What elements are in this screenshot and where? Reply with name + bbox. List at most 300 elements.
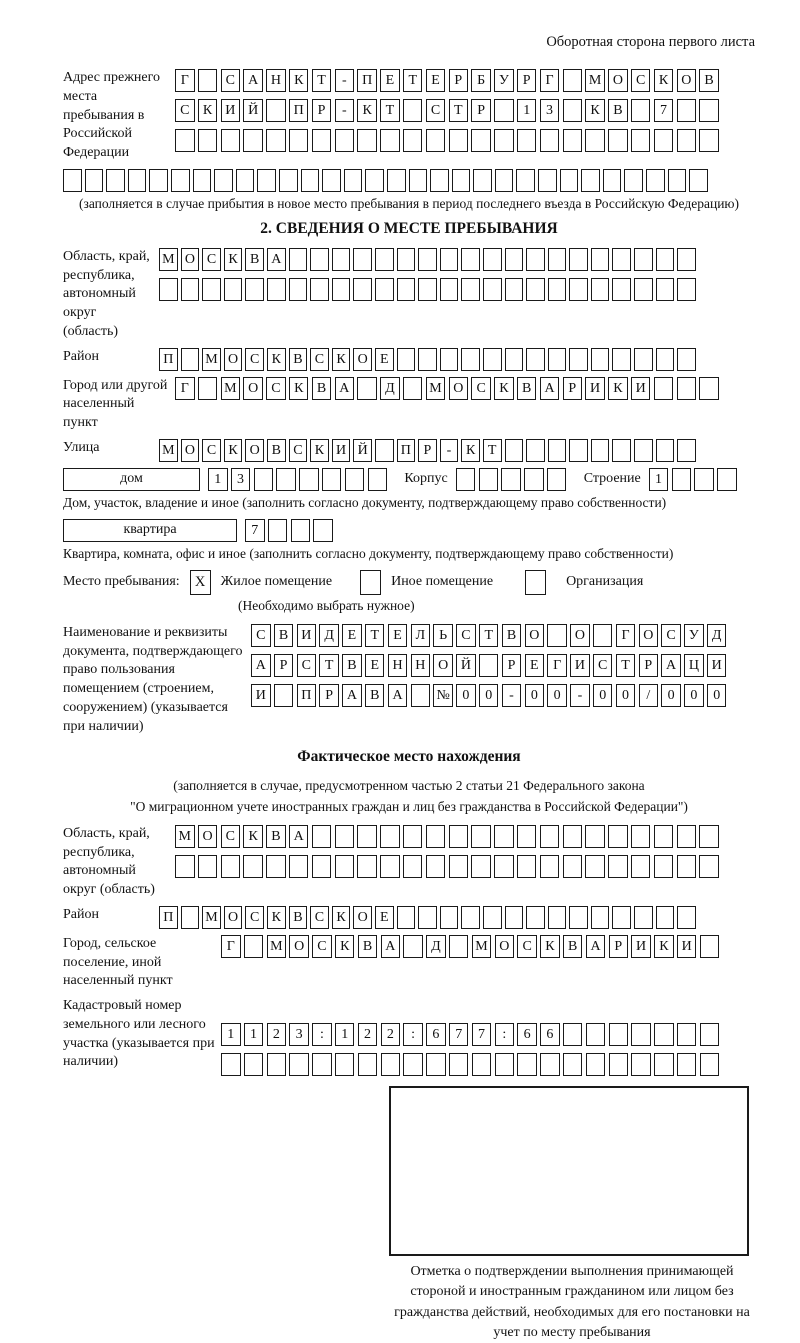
char-cell[interactable] (505, 248, 524, 271)
char-cell[interactable]: С (202, 439, 221, 462)
char-cell[interactable] (440, 248, 459, 271)
char-cell[interactable]: К (654, 69, 674, 92)
char-cell[interactable]: О (433, 654, 453, 677)
char-cell[interactable]: А (661, 654, 681, 677)
char-cell[interactable] (631, 129, 651, 152)
char-cell[interactable] (358, 1053, 378, 1076)
char-cell[interactable]: : (495, 1023, 515, 1046)
char-cell[interactable]: С (221, 825, 241, 848)
char-cell[interactable] (268, 519, 288, 542)
char-cell[interactable]: : (312, 1023, 332, 1046)
char-cell[interactable] (449, 855, 469, 878)
char-cell[interactable] (381, 1053, 401, 1076)
char-cell[interactable]: М (221, 377, 241, 400)
char-cell[interactable] (526, 248, 545, 271)
stay-type-checkbox-residential[interactable]: X (190, 570, 211, 595)
char-cell[interactable]: К (289, 69, 309, 92)
char-cell[interactable] (631, 1053, 651, 1076)
char-cell[interactable] (677, 1023, 697, 1046)
char-cell[interactable] (654, 855, 674, 878)
char-cell[interactable]: К (494, 377, 514, 400)
char-cell[interactable] (677, 248, 696, 271)
char-cell[interactable] (608, 855, 628, 878)
char-cell[interactable] (452, 169, 471, 192)
char-cell[interactable]: Н (388, 654, 408, 677)
char-cell[interactable] (365, 169, 384, 192)
char-cell[interactable]: Т (483, 439, 502, 462)
char-cell[interactable]: Н (411, 654, 431, 677)
char-cell[interactable] (526, 348, 545, 371)
char-cell[interactable] (585, 825, 605, 848)
char-cell[interactable]: И (707, 654, 727, 677)
char-cell[interactable]: Г (221, 935, 241, 958)
char-cell[interactable]: Р (563, 377, 583, 400)
char-cell[interactable] (517, 825, 537, 848)
char-cell[interactable]: Е (426, 69, 446, 92)
char-cell[interactable] (677, 825, 697, 848)
char-cell[interactable]: К (654, 935, 674, 958)
char-cell[interactable] (397, 248, 416, 271)
char-cell[interactable]: 1 (649, 468, 669, 491)
char-cell[interactable]: 2 (267, 1023, 287, 1046)
char-cell[interactable]: 0 (616, 684, 636, 707)
char-cell[interactable]: С (245, 906, 264, 929)
char-cell[interactable]: 2 (381, 1023, 401, 1046)
char-cell[interactable] (181, 348, 200, 371)
char-cell[interactable]: И (332, 439, 351, 462)
char-cell[interactable] (654, 129, 674, 152)
char-cell[interactable] (656, 906, 675, 929)
char-cell[interactable]: О (677, 69, 697, 92)
char-cell[interactable]: В (365, 684, 385, 707)
char-cell[interactable]: В (312, 377, 332, 400)
char-cell[interactable]: Б (471, 69, 491, 92)
char-cell[interactable]: Д (707, 624, 727, 647)
char-cell[interactable]: А (388, 684, 408, 707)
char-cell[interactable] (473, 169, 492, 192)
char-cell[interactable] (700, 1053, 720, 1076)
char-cell[interactable]: Р (418, 439, 437, 462)
char-cell[interactable]: Н (266, 69, 286, 92)
char-cell[interactable] (631, 99, 651, 122)
char-cell[interactable] (375, 278, 394, 301)
char-cell[interactable]: В (608, 99, 628, 122)
char-cell[interactable] (609, 1053, 629, 1076)
char-cell[interactable] (357, 855, 377, 878)
char-cell[interactable]: С (661, 624, 681, 647)
char-cell[interactable] (426, 825, 446, 848)
char-cell[interactable] (310, 248, 329, 271)
char-cell[interactable] (403, 855, 423, 878)
char-cell[interactable] (560, 169, 579, 192)
char-cell[interactable] (591, 906, 610, 929)
char-cell[interactable] (312, 129, 332, 152)
char-cell[interactable] (634, 248, 653, 271)
char-cell[interactable]: Й (456, 654, 476, 677)
char-cell[interactable]: С (310, 906, 329, 929)
char-cell[interactable]: В (358, 935, 378, 958)
char-cell[interactable]: О (198, 825, 218, 848)
char-cell[interactable] (677, 278, 696, 301)
char-cell[interactable] (547, 624, 567, 647)
char-cell[interactable]: Й (353, 439, 372, 462)
char-cell[interactable] (312, 855, 332, 878)
char-cell[interactable]: К (335, 935, 355, 958)
char-cell[interactable] (267, 1053, 287, 1076)
char-cell[interactable] (634, 278, 653, 301)
char-cell[interactable]: А (381, 935, 401, 958)
char-cell[interactable] (677, 906, 696, 929)
char-cell[interactable] (243, 855, 263, 878)
char-cell[interactable]: В (245, 248, 264, 271)
char-cell[interactable]: О (245, 439, 264, 462)
char-cell[interactable] (403, 935, 423, 958)
char-cell[interactable] (548, 906, 567, 929)
char-cell[interactable] (461, 348, 480, 371)
char-cell[interactable]: В (289, 348, 308, 371)
char-cell[interactable]: Т (380, 99, 400, 122)
char-cell[interactable] (654, 825, 674, 848)
char-cell[interactable]: 3 (231, 468, 251, 491)
char-cell[interactable] (175, 129, 195, 152)
char-cell[interactable]: Ь (433, 624, 453, 647)
char-cell[interactable] (612, 439, 631, 462)
char-cell[interactable] (403, 825, 423, 848)
char-cell[interactable]: К (461, 439, 480, 462)
char-cell[interactable] (483, 278, 502, 301)
char-cell[interactable]: 7 (654, 99, 674, 122)
char-cell[interactable] (505, 439, 524, 462)
char-cell[interactable]: Д (380, 377, 400, 400)
char-cell[interactable] (276, 468, 296, 491)
char-cell[interactable]: В (699, 69, 719, 92)
char-cell[interactable] (563, 825, 583, 848)
char-cell[interactable] (505, 348, 524, 371)
char-cell[interactable] (159, 278, 178, 301)
char-cell[interactable] (198, 377, 218, 400)
char-cell[interactable]: Т (479, 624, 499, 647)
char-cell[interactable]: В (517, 377, 537, 400)
char-cell[interactable] (631, 1023, 651, 1046)
char-cell[interactable]: И (570, 654, 590, 677)
char-cell[interactable]: : (403, 1023, 423, 1046)
char-cell[interactable] (524, 468, 544, 491)
char-cell[interactable]: Р (471, 99, 491, 122)
char-cell[interactable]: Е (388, 624, 408, 647)
char-cell[interactable] (403, 99, 423, 122)
char-cell[interactable]: М (159, 248, 178, 271)
char-cell[interactable]: С (266, 377, 286, 400)
char-cell[interactable] (494, 855, 514, 878)
char-cell[interactable] (418, 248, 437, 271)
char-cell[interactable]: 0 (684, 684, 704, 707)
char-cell[interactable]: К (585, 99, 605, 122)
char-cell[interactable]: К (540, 935, 560, 958)
char-cell[interactable] (472, 1053, 492, 1076)
char-cell[interactable]: К (224, 439, 243, 462)
char-cell[interactable] (353, 248, 372, 271)
char-cell[interactable] (483, 248, 502, 271)
char-cell[interactable] (654, 1053, 674, 1076)
char-cell[interactable] (418, 348, 437, 371)
char-cell[interactable]: М (175, 825, 195, 848)
char-cell[interactable]: С (251, 624, 271, 647)
char-cell[interactable] (668, 169, 687, 192)
char-cell[interactable] (526, 906, 545, 929)
char-cell[interactable] (471, 825, 491, 848)
char-cell[interactable]: Г (175, 69, 195, 92)
char-cell[interactable] (479, 468, 499, 491)
char-cell[interactable] (198, 855, 218, 878)
char-cell[interactable]: 0 (525, 684, 545, 707)
char-cell[interactable] (563, 129, 583, 152)
char-cell[interactable]: А (586, 935, 606, 958)
char-cell[interactable] (494, 825, 514, 848)
char-cell[interactable] (368, 468, 388, 491)
char-cell[interactable] (449, 935, 469, 958)
char-cell[interactable] (289, 1053, 309, 1076)
char-cell[interactable] (409, 169, 428, 192)
char-cell[interactable]: О (353, 906, 372, 929)
char-cell[interactable] (516, 169, 535, 192)
char-cell[interactable]: П (397, 439, 416, 462)
char-cell[interactable] (322, 169, 341, 192)
char-cell[interactable]: В (342, 654, 362, 677)
char-cell[interactable]: Т (403, 69, 423, 92)
char-cell[interactable] (563, 1023, 583, 1046)
char-cell[interactable] (335, 129, 355, 152)
char-cell[interactable]: П (159, 906, 178, 929)
char-cell[interactable] (375, 248, 394, 271)
char-cell[interactable]: О (639, 624, 659, 647)
char-cell[interactable] (357, 825, 377, 848)
char-cell[interactable]: О (449, 377, 469, 400)
char-cell[interactable] (495, 169, 514, 192)
char-cell[interactable] (335, 825, 355, 848)
char-cell[interactable] (569, 348, 588, 371)
char-cell[interactable]: 1 (221, 1023, 241, 1046)
char-cell[interactable]: Р (319, 684, 339, 707)
char-cell[interactable]: С (456, 624, 476, 647)
char-cell[interactable] (63, 169, 82, 192)
char-cell[interactable]: Р (502, 654, 522, 677)
char-cell[interactable]: С (297, 654, 317, 677)
char-cell[interactable] (471, 855, 491, 878)
char-cell[interactable] (266, 129, 286, 152)
char-cell[interactable]: М (202, 348, 221, 371)
char-cell[interactable]: О (243, 377, 263, 400)
char-cell[interactable] (634, 348, 653, 371)
char-cell[interactable]: - (335, 99, 355, 122)
char-cell[interactable]: Е (342, 624, 362, 647)
char-cell[interactable] (526, 278, 545, 301)
char-cell[interactable]: У (494, 69, 514, 92)
char-cell[interactable] (505, 906, 524, 929)
char-cell[interactable] (631, 855, 651, 878)
char-cell[interactable] (569, 906, 588, 929)
char-cell[interactable]: Г (547, 654, 567, 677)
char-cell[interactable] (677, 99, 697, 122)
char-cell[interactable]: М (159, 439, 178, 462)
char-cell[interactable] (677, 439, 696, 462)
char-cell[interactable]: - (570, 684, 590, 707)
char-cell[interactable]: В (274, 624, 294, 647)
char-cell[interactable] (291, 519, 311, 542)
char-cell[interactable]: А (251, 654, 271, 677)
char-cell[interactable] (494, 129, 514, 152)
char-cell[interactable] (403, 1053, 423, 1076)
char-cell[interactable]: С (175, 99, 195, 122)
char-cell[interactable] (411, 684, 431, 707)
char-cell[interactable] (634, 439, 653, 462)
char-cell[interactable] (694, 468, 714, 491)
char-cell[interactable] (198, 69, 218, 92)
char-cell[interactable] (202, 278, 221, 301)
char-cell[interactable]: Т (616, 654, 636, 677)
char-cell[interactable]: Д (426, 935, 446, 958)
char-cell[interactable] (426, 1053, 446, 1076)
char-cell[interactable]: Р (449, 69, 469, 92)
char-cell[interactable] (563, 1053, 583, 1076)
char-cell[interactable]: С (426, 99, 446, 122)
char-cell[interactable] (299, 468, 319, 491)
char-cell[interactable] (547, 468, 567, 491)
char-cell[interactable]: Т (312, 69, 332, 92)
char-cell[interactable] (221, 855, 241, 878)
char-cell[interactable] (699, 377, 719, 400)
char-cell[interactable]: 1 (244, 1023, 264, 1046)
char-cell[interactable] (221, 129, 241, 152)
char-cell[interactable] (310, 278, 329, 301)
char-cell[interactable] (483, 348, 502, 371)
char-cell[interactable]: О (570, 624, 590, 647)
char-cell[interactable] (244, 935, 264, 958)
char-cell[interactable]: С (202, 248, 221, 271)
char-cell[interactable] (548, 278, 567, 301)
char-cell[interactable]: Р (639, 654, 659, 677)
char-cell[interactable]: В (266, 825, 286, 848)
char-cell[interactable] (279, 169, 298, 192)
char-cell[interactable] (313, 519, 333, 542)
char-cell[interactable] (526, 439, 545, 462)
char-cell[interactable]: 1 (335, 1023, 355, 1046)
char-cell[interactable] (563, 855, 583, 878)
char-cell[interactable] (517, 855, 537, 878)
char-cell[interactable] (700, 935, 720, 958)
char-cell[interactable]: Р (274, 654, 294, 677)
char-cell[interactable]: С (312, 935, 332, 958)
char-cell[interactable]: С (245, 348, 264, 371)
char-cell[interactable] (540, 825, 560, 848)
char-cell[interactable]: Ц (684, 654, 704, 677)
char-cell[interactable] (612, 248, 631, 271)
char-cell[interactable] (494, 99, 514, 122)
char-cell[interactable] (312, 1053, 332, 1076)
char-cell[interactable] (586, 1053, 606, 1076)
char-cell[interactable] (312, 825, 332, 848)
char-cell[interactable]: О (181, 439, 200, 462)
char-cell[interactable] (387, 169, 406, 192)
char-cell[interactable]: В (289, 906, 308, 929)
char-cell[interactable]: 3 (289, 1023, 309, 1046)
char-cell[interactable]: 0 (707, 684, 727, 707)
char-cell[interactable] (214, 169, 233, 192)
char-cell[interactable] (449, 129, 469, 152)
char-cell[interactable]: О (181, 248, 200, 271)
char-cell[interactable] (461, 906, 480, 929)
char-cell[interactable]: 3 (540, 99, 560, 122)
char-cell[interactable]: / (639, 684, 659, 707)
char-cell[interactable]: С (471, 377, 491, 400)
char-cell[interactable]: Е (375, 348, 394, 371)
char-cell[interactable] (479, 654, 499, 677)
char-cell[interactable] (501, 468, 521, 491)
char-cell[interactable] (591, 348, 610, 371)
char-cell[interactable] (175, 855, 195, 878)
char-cell[interactable] (335, 1053, 355, 1076)
char-cell[interactable]: М (585, 69, 605, 92)
char-cell[interactable] (677, 129, 697, 152)
char-cell[interactable]: К (243, 825, 263, 848)
char-cell[interactable]: М (267, 935, 287, 958)
char-cell[interactable] (128, 169, 147, 192)
char-cell[interactable]: В (502, 624, 522, 647)
char-cell[interactable]: 6 (426, 1023, 446, 1046)
char-cell[interactable]: П (289, 99, 309, 122)
char-cell[interactable] (569, 248, 588, 271)
char-cell[interactable] (335, 855, 355, 878)
char-cell[interactable] (656, 439, 675, 462)
char-cell[interactable] (449, 825, 469, 848)
char-cell[interactable] (654, 1023, 674, 1046)
char-cell[interactable]: Р (312, 99, 332, 122)
char-cell[interactable] (440, 348, 459, 371)
char-cell[interactable] (332, 248, 351, 271)
char-cell[interactable]: К (608, 377, 628, 400)
char-cell[interactable] (612, 278, 631, 301)
char-cell[interactable] (569, 278, 588, 301)
char-cell[interactable] (380, 825, 400, 848)
char-cell[interactable] (344, 169, 363, 192)
char-cell[interactable]: И (297, 624, 317, 647)
char-cell[interactable]: С (631, 69, 651, 92)
char-cell[interactable] (461, 248, 480, 271)
char-cell[interactable] (656, 248, 675, 271)
char-cell[interactable] (440, 906, 459, 929)
char-cell[interactable]: 7 (449, 1023, 469, 1046)
char-cell[interactable] (603, 169, 622, 192)
char-cell[interactable] (517, 1053, 537, 1076)
char-cell[interactable] (609, 1023, 629, 1046)
char-cell[interactable] (461, 278, 480, 301)
char-cell[interactable] (495, 1053, 515, 1076)
char-cell[interactable] (569, 439, 588, 462)
char-cell[interactable]: Е (365, 654, 385, 677)
char-cell[interactable]: Т (319, 654, 339, 677)
char-cell[interactable]: - (335, 69, 355, 92)
char-cell[interactable]: 0 (661, 684, 681, 707)
char-cell[interactable]: О (289, 935, 309, 958)
char-cell[interactable] (585, 855, 605, 878)
char-cell[interactable] (563, 69, 583, 92)
char-cell[interactable]: О (525, 624, 545, 647)
char-cell[interactable] (677, 1053, 697, 1076)
char-cell[interactable]: К (310, 439, 329, 462)
char-cell[interactable] (656, 348, 675, 371)
char-cell[interactable] (243, 129, 263, 152)
char-cell[interactable]: Г (540, 69, 560, 92)
char-cell[interactable]: П (159, 348, 178, 371)
